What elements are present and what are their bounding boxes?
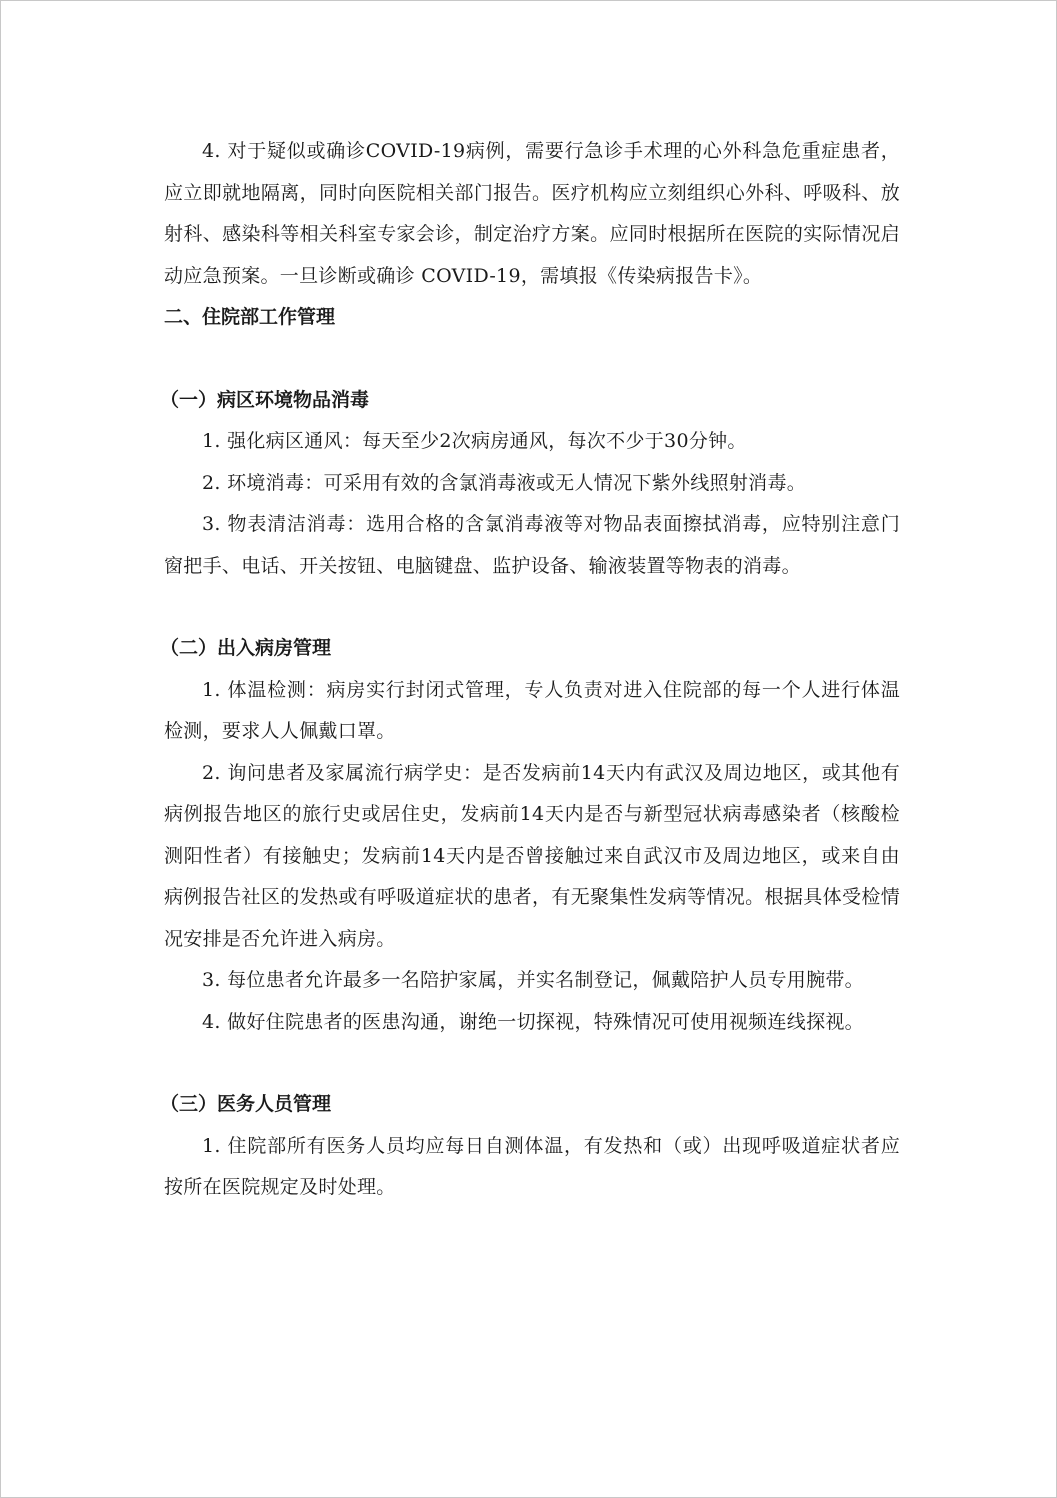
list-item: 3. 物表清洁消毒：选用合格的含氯消毒液等对物品表面擦拭消毒，应特别注意门窗把手、电话、开关按钮、电脑键盘、监护设备、输液装置等物表的消毒。 xyxy=(164,513,900,577)
subsection-heading-1: （一）病区环境物品消毒 xyxy=(160,388,370,411)
list-item: 1. 体温检测：病房实行封闭式管理，专人负责对进入住院部的每一个人进行体温检测，要求人人佩戴口罩。 xyxy=(164,678,900,742)
spacer xyxy=(164,339,900,380)
document-body xyxy=(160,131,900,1209)
spacer xyxy=(164,587,900,628)
section-heading: 二、住院部工作管理 xyxy=(164,306,336,328)
spacer xyxy=(164,1043,900,1084)
list-item: 2. 环境消毒：可采用有效的含氯消毒液或无人情况下紫外线照射消毒。 xyxy=(202,471,807,494)
subsection-heading-3: （三）医务人员管理 xyxy=(160,1093,332,1115)
list-item: 3. 每位患者允许最多一名陪护家属，并实名制登记，佩戴陪护人员专用腕带。 xyxy=(202,969,864,991)
list-item: 4. 做好住院患者的医患沟通，谢绝一切探视，特殊情况可使用视频连线探视。 xyxy=(202,1010,864,1033)
list-item: 1. 强化病区通风：每天至少2次病房通风，每次不少于30分钟。 xyxy=(202,430,747,452)
paragraph-item-4: 4. 对于疑似或确诊COVID-19病例，需要行急诊手术理的心外科急危重症患者，应立即就地隔离，同时向医院相关部门报告。医疗机构应立刻组织心外科、呼吸科、放射科、感染科等相关科室专家会诊，制定治疗方案。应同时根据所在医院的实际情况启动应急预案。一旦诊断或确诊 COVID-19，需填报《传染病报告卡》。 xyxy=(164,140,900,287)
list-item: 1. 住院部所有医务人员均应每日自测体温，有发热和（或）出现呼吸道症状者应按所在医院规定及时处理。 xyxy=(164,1134,900,1198)
subsection-heading-2: （二）出入病房管理 xyxy=(160,637,332,659)
list-item: 2. 询问患者及家属流行病学史：是否发病前14天内有武汉及周边地区，或其他有病例报告地区的旅行史或居住史，发病前14天内是否与新型冠状病毒感染者（核酸检测阳性者）有接触史；发病前14天内是否曾接触过来自武汉市及周边地区，或来自由病例报告社区的发热或有呼吸道症状的患者，有无聚集性发病等情况。根据具体受检情况安排是否允许进入病房。 xyxy=(164,761,900,950)
